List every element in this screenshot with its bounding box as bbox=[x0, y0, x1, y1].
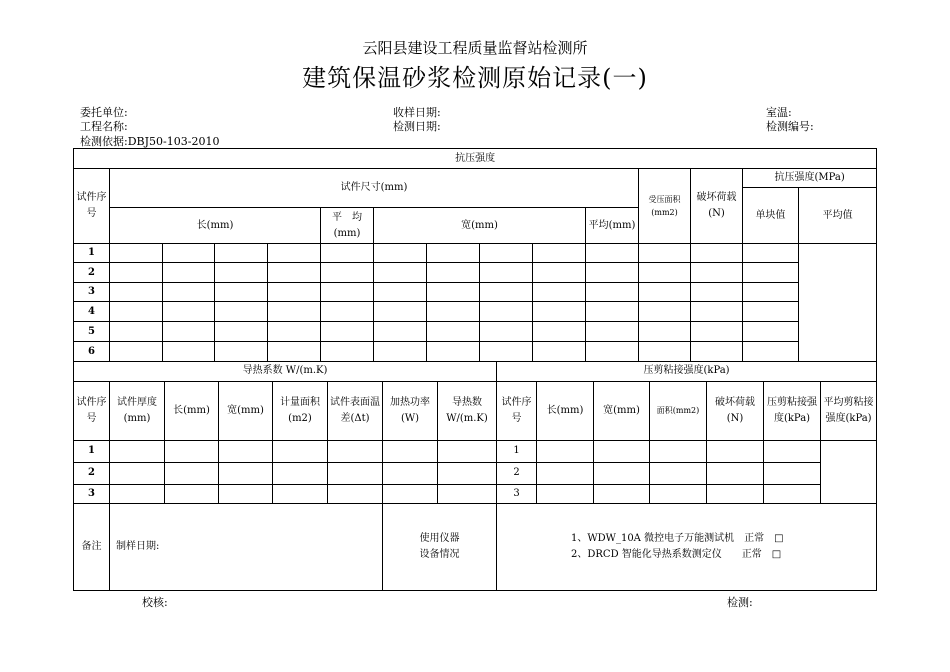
shear-specimen-no-header: 试件序号 bbox=[497, 381, 537, 440]
input-cell[interactable] bbox=[110, 484, 165, 503]
input-cell[interactable] bbox=[586, 322, 639, 342]
room-temp-label: 室温: bbox=[766, 106, 792, 119]
input-cell[interactable] bbox=[163, 322, 215, 342]
input-cell[interactable] bbox=[639, 283, 691, 302]
input-cell[interactable] bbox=[427, 283, 480, 302]
input-cell[interactable] bbox=[163, 263, 215, 283]
row-number: 3 bbox=[74, 283, 110, 302]
input-cell[interactable] bbox=[110, 322, 163, 342]
form-title: 建筑保温砂浆检测原始记录(一) bbox=[302, 64, 648, 92]
length-average-header: 平 均(mm) bbox=[321, 208, 374, 244]
client-label: 委托单位: bbox=[80, 106, 128, 119]
input-cell[interactable] bbox=[268, 244, 321, 263]
input-cell[interactable] bbox=[438, 484, 497, 503]
avg-shear-strength-cell[interactable] bbox=[821, 440, 877, 503]
input-cell[interactable] bbox=[691, 263, 743, 283]
input-cell[interactable] bbox=[438, 462, 497, 484]
avg-shear-strength-header: 平均剪粘接强度(kPa) bbox=[821, 381, 877, 440]
input-cell[interactable] bbox=[321, 244, 374, 263]
input-cell[interactable] bbox=[691, 244, 743, 263]
row-number: 2 bbox=[74, 462, 110, 484]
input-cell[interactable] bbox=[383, 440, 438, 462]
input-cell[interactable] bbox=[639, 302, 691, 322]
shear-length-header: 长(mm) bbox=[537, 381, 594, 440]
average-value-header: 平均值 bbox=[799, 188, 877, 244]
input-cell[interactable] bbox=[639, 263, 691, 283]
shear-strength-header: 压剪粘接强度(kPa) bbox=[764, 381, 821, 440]
input-cell[interactable] bbox=[268, 342, 321, 362]
input-cell[interactable] bbox=[480, 283, 533, 302]
input-cell[interactable] bbox=[691, 283, 743, 302]
input-cell[interactable] bbox=[533, 322, 586, 342]
compressive-section-title: 抗压强度 bbox=[74, 149, 877, 169]
input-cell[interactable] bbox=[163, 244, 215, 263]
heating-power-header: 加热功率(W) bbox=[383, 381, 438, 440]
row-number: 5 bbox=[74, 322, 110, 342]
input-cell[interactable] bbox=[594, 484, 650, 503]
row-number: 3 bbox=[74, 484, 110, 503]
instrument-2[interactable] bbox=[571, 547, 876, 563]
input-cell[interactable] bbox=[110, 462, 165, 484]
row-number: 1 bbox=[497, 440, 537, 462]
input-cell[interactable] bbox=[219, 440, 273, 462]
input-cell[interactable] bbox=[764, 484, 821, 503]
input-cell[interactable] bbox=[321, 283, 374, 302]
input-cell[interactable] bbox=[165, 440, 219, 462]
compressive-strength-header: 抗压强度(MPa) bbox=[743, 169, 877, 188]
input-cell[interactable] bbox=[215, 342, 268, 362]
row-number: 4 bbox=[74, 302, 110, 322]
input-cell[interactable] bbox=[639, 244, 691, 263]
conductivity-header: 导热数W/(m.K) bbox=[438, 381, 497, 440]
remarks-label: 备注 bbox=[74, 503, 110, 590]
input-cell[interactable] bbox=[707, 484, 764, 503]
organization-name: 云阳县建设工程质量监督站检测所 bbox=[362, 39, 588, 57]
test-no-label: 检测编号: bbox=[766, 120, 814, 133]
sample-date-field[interactable]: 制样日期: bbox=[110, 503, 383, 590]
input-cell[interactable] bbox=[328, 484, 383, 503]
row-number: 1 bbox=[74, 440, 110, 462]
input-cell[interactable] bbox=[594, 462, 650, 484]
input-cell[interactable] bbox=[764, 440, 821, 462]
thermal-specimen-no-header: 试件序号 bbox=[74, 381, 110, 440]
input-cell[interactable] bbox=[215, 302, 268, 322]
input-cell[interactable] bbox=[110, 342, 163, 362]
test-basis-label: 检测依据:DBJ50-103-2010 bbox=[80, 135, 220, 148]
input-cell[interactable] bbox=[374, 342, 427, 362]
input-cell[interactable] bbox=[533, 244, 586, 263]
input-cell[interactable] bbox=[650, 484, 707, 503]
input-cell[interactable] bbox=[743, 302, 799, 322]
input-cell[interactable] bbox=[321, 302, 374, 322]
input-cell[interactable] bbox=[586, 342, 639, 362]
input-cell[interactable] bbox=[639, 342, 691, 362]
input-cell[interactable] bbox=[427, 263, 480, 283]
row-number: 3 bbox=[497, 484, 537, 503]
check-label: 校核: bbox=[142, 596, 168, 609]
input-cell[interactable] bbox=[110, 302, 163, 322]
input-cell[interactable] bbox=[219, 462, 273, 484]
input-cell[interactable] bbox=[533, 302, 586, 322]
input-cell[interactable] bbox=[219, 484, 273, 503]
thickness-header: 试件厚度(mm) bbox=[110, 381, 165, 440]
row-number: 6 bbox=[74, 342, 110, 362]
input-cell[interactable] bbox=[268, 302, 321, 322]
input-cell[interactable] bbox=[163, 302, 215, 322]
input-cell[interactable] bbox=[163, 342, 215, 362]
specimen-no-header: 试件序号 bbox=[74, 169, 110, 244]
shear-width-header: 宽(mm) bbox=[594, 381, 650, 440]
instrument-label-line-2: 设备情况 bbox=[419, 548, 460, 560]
input-cell[interactable] bbox=[743, 263, 799, 283]
thermal-section-title: 导热系数 W/(m.K) bbox=[74, 361, 497, 381]
input-cell[interactable] bbox=[383, 484, 438, 503]
shear-load-header: 破坏荷载(N) bbox=[707, 381, 764, 440]
input-cell[interactable] bbox=[163, 283, 215, 302]
input-cell[interactable] bbox=[707, 462, 764, 484]
thermal-width-header: 宽(mm) bbox=[219, 381, 273, 440]
input-cell[interactable] bbox=[374, 302, 427, 322]
temp-diff-header: 试件表面温差(Δt) bbox=[328, 381, 383, 440]
input-cell[interactable] bbox=[537, 440, 594, 462]
input-cell[interactable] bbox=[215, 322, 268, 342]
row-number: 1 bbox=[74, 244, 110, 263]
input-cell[interactable] bbox=[537, 462, 594, 484]
row-number: 2 bbox=[74, 263, 110, 283]
input-cell[interactable] bbox=[374, 263, 427, 283]
project-label: 工程名称: bbox=[80, 120, 128, 133]
width-average-header: 平均(mm) bbox=[586, 208, 639, 244]
compressive-strength-table bbox=[73, 148, 877, 362]
compressive-load-header: 破坏荷载(N) bbox=[691, 169, 743, 244]
input-cell[interactable] bbox=[374, 244, 427, 263]
input-cell[interactable] bbox=[707, 440, 764, 462]
input-cell[interactable] bbox=[586, 263, 639, 283]
input-cell[interactable] bbox=[639, 322, 691, 342]
instrument-status bbox=[497, 503, 877, 590]
input-cell[interactable] bbox=[328, 462, 383, 484]
input-cell[interactable] bbox=[480, 342, 533, 362]
input-cell[interactable] bbox=[743, 322, 799, 342]
input-cell[interactable] bbox=[537, 484, 594, 503]
input-cell[interactable] bbox=[533, 263, 586, 283]
input-cell[interactable] bbox=[273, 440, 328, 462]
input-cell[interactable] bbox=[650, 462, 707, 484]
specimen-size-header: 试件尺寸(mm) bbox=[110, 169, 639, 208]
input-cell[interactable] bbox=[480, 244, 533, 263]
input-cell[interactable] bbox=[743, 283, 799, 302]
input-cell[interactable] bbox=[480, 263, 533, 283]
input-cell[interactable] bbox=[321, 263, 374, 283]
thermal-shear-table bbox=[73, 361, 877, 591]
instrument-1[interactable] bbox=[571, 531, 876, 547]
input-cell[interactable] bbox=[383, 462, 438, 484]
input-cell[interactable] bbox=[268, 322, 321, 342]
receive-date-label: 收样日期: bbox=[393, 106, 441, 119]
input-cell[interactable] bbox=[321, 322, 374, 342]
row-number: 2 bbox=[497, 462, 537, 484]
input-cell[interactable] bbox=[480, 302, 533, 322]
input-cell[interactable] bbox=[110, 244, 163, 263]
input-cell[interactable] bbox=[268, 283, 321, 302]
input-cell[interactable] bbox=[328, 440, 383, 462]
input-cell[interactable] bbox=[273, 462, 328, 484]
compressive-area-header: 受压面积(mm2) bbox=[639, 169, 691, 244]
input-cell[interactable] bbox=[586, 302, 639, 322]
shear-section-title: 压剪粘接强度(kPa) bbox=[497, 361, 877, 381]
input-cell[interactable] bbox=[691, 302, 743, 322]
input-cell[interactable] bbox=[374, 322, 427, 342]
single-value-header: 单块值 bbox=[743, 188, 799, 244]
metering-area-header: 计量面积(m2) bbox=[273, 381, 328, 440]
input-cell[interactable] bbox=[273, 484, 328, 503]
input-cell[interactable] bbox=[586, 244, 639, 263]
input-cell[interactable] bbox=[427, 322, 480, 342]
input-cell[interactable] bbox=[110, 440, 165, 462]
input-cell[interactable] bbox=[110, 263, 163, 283]
instrument-2-text: 2、DRCD 智能化导热系数测定仪 正常 □ bbox=[571, 548, 782, 560]
input-cell[interactable] bbox=[438, 440, 497, 462]
input-cell[interactable] bbox=[650, 440, 707, 462]
input-cell[interactable] bbox=[110, 283, 163, 302]
input-cell[interactable] bbox=[268, 263, 321, 283]
input-cell[interactable] bbox=[533, 283, 586, 302]
instrument-label-line-1: 使用仪器 bbox=[419, 532, 460, 544]
shear-area-header: 面积(mm2) bbox=[650, 381, 707, 440]
average-value-cell[interactable] bbox=[799, 244, 877, 362]
input-cell[interactable] bbox=[586, 283, 639, 302]
input-cell[interactable] bbox=[427, 244, 480, 263]
instrument-label bbox=[383, 503, 497, 590]
input-cell[interactable] bbox=[764, 462, 821, 484]
input-cell[interactable] bbox=[533, 342, 586, 362]
input-cell[interactable] bbox=[743, 244, 799, 263]
input-cell[interactable] bbox=[374, 283, 427, 302]
input-cell[interactable] bbox=[691, 342, 743, 362]
input-cell[interactable] bbox=[691, 322, 743, 342]
input-cell[interactable] bbox=[165, 462, 219, 484]
input-cell[interactable] bbox=[743, 342, 799, 362]
input-cell[interactable] bbox=[215, 244, 268, 263]
test-date-label: 检测日期: bbox=[393, 120, 441, 133]
input-cell[interactable] bbox=[427, 342, 480, 362]
input-cell[interactable] bbox=[480, 322, 533, 342]
width-header: 宽(mm) bbox=[374, 208, 586, 244]
tester-label: 检测: bbox=[727, 596, 753, 609]
input-cell[interactable] bbox=[321, 342, 374, 362]
instrument-1-text: 1、WDW_10A 微控电子万能测试机 正常 □ bbox=[571, 532, 784, 544]
input-cell[interactable] bbox=[427, 302, 480, 322]
length-header: 长(mm) bbox=[110, 208, 321, 244]
input-cell[interactable] bbox=[594, 440, 650, 462]
input-cell[interactable] bbox=[215, 263, 268, 283]
input-cell[interactable] bbox=[165, 484, 219, 503]
thermal-length-header: 长(mm) bbox=[165, 381, 219, 440]
input-cell[interactable] bbox=[215, 283, 268, 302]
